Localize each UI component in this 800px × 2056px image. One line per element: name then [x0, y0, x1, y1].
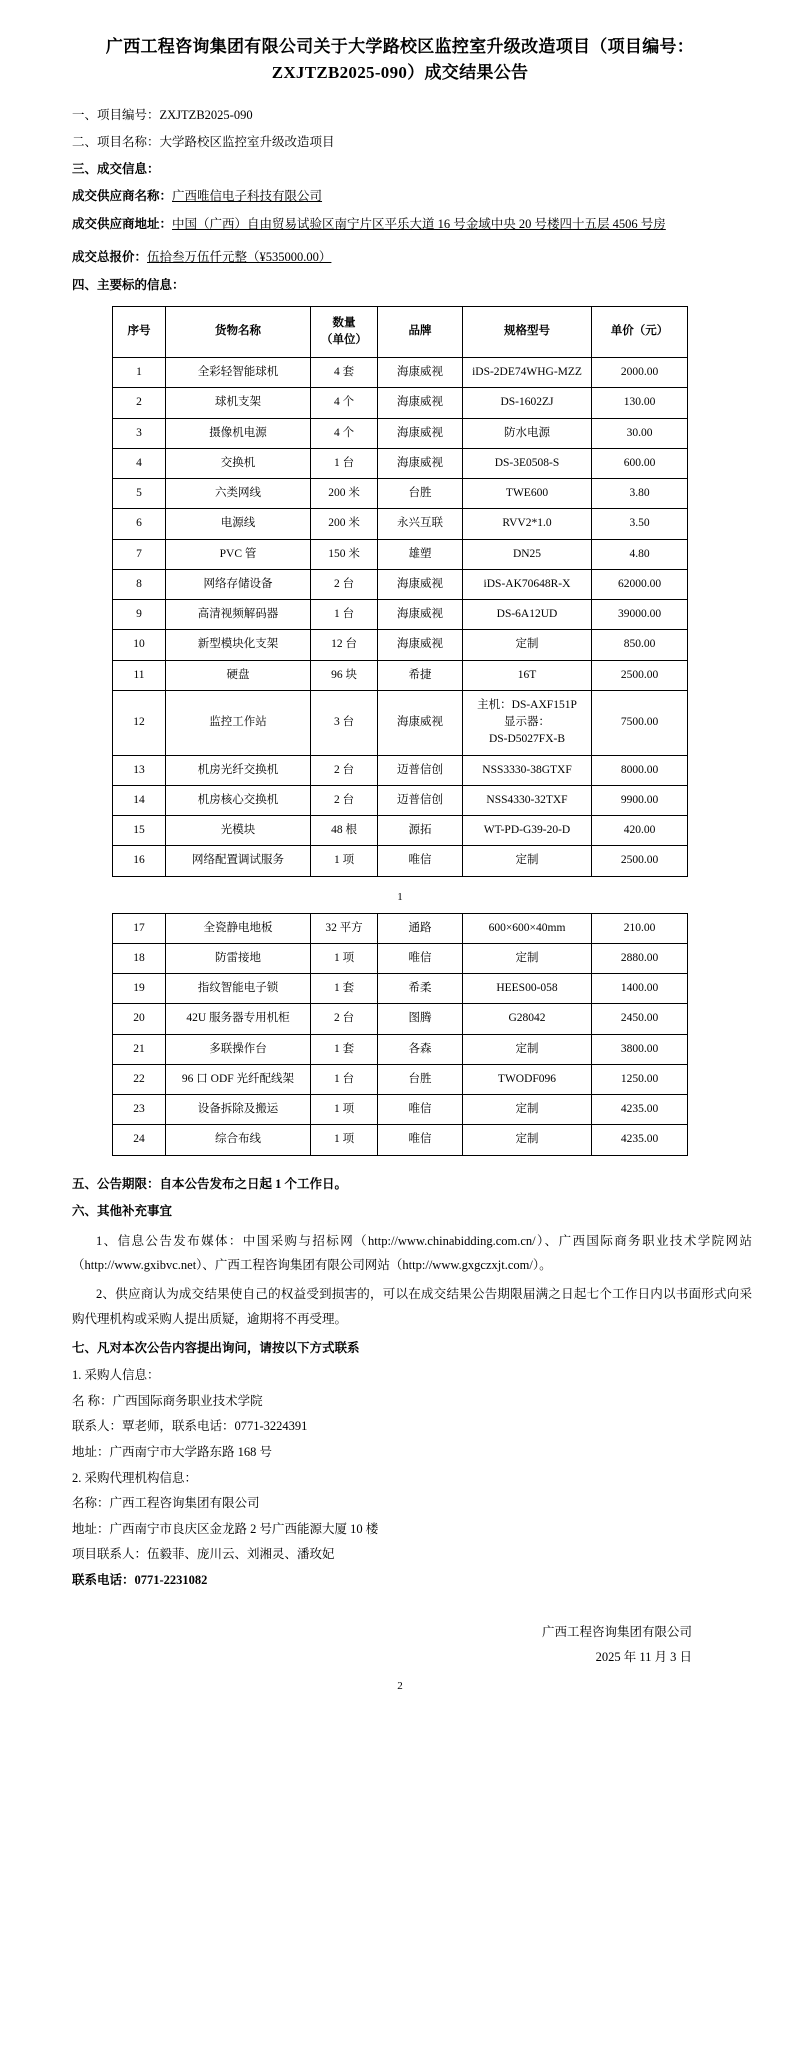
- table-cell: TWODF096: [463, 1064, 592, 1094]
- signature-company: 广西工程咨询集团有限公司: [541, 1624, 692, 1639]
- table-row: [113, 539, 688, 569]
- table-cell: 21: [113, 1034, 166, 1064]
- table-row: [113, 479, 688, 509]
- table-row: [113, 1125, 688, 1155]
- project-number-label: 一、项目编号：: [72, 107, 160, 122]
- table-cell: 全彩轻智能球机: [166, 358, 311, 388]
- table-cell: 球机支架: [166, 388, 311, 418]
- table-cell: 19: [113, 974, 166, 1004]
- table-cell: 机房核心交换机: [166, 785, 311, 815]
- table-cell: 15: [113, 816, 166, 846]
- supplier-name-value: 广西唯信电子科技有限公司: [172, 189, 323, 204]
- table-cell: 200 米: [311, 479, 378, 509]
- table-cell: 定制: [463, 846, 592, 876]
- table-row: [113, 448, 688, 478]
- table-cell: 24: [113, 1125, 166, 1155]
- other-matters-heading: 六、其他补充事宜: [72, 1203, 173, 1218]
- table-cell: 监控工作站: [166, 690, 311, 755]
- table-row: [113, 569, 688, 599]
- table-cell: 1400.00: [592, 974, 688, 1004]
- table-cell: 指纹智能电子锁: [166, 974, 311, 1004]
- total-price-value: 伍拾叁万伍仟元整（¥535000.00）: [147, 250, 332, 265]
- supplier-address-line: [48, 212, 752, 236]
- table-cell: 420.00: [592, 816, 688, 846]
- table-cell: 39000.00: [592, 600, 688, 630]
- table-cell: 主机：DS-AXF151P 显示器： DS-D5027FX-B: [463, 690, 592, 755]
- table-cell: 7: [113, 539, 166, 569]
- agent-name: 名称：广西工程咨询集团有限公司: [72, 1496, 260, 1511]
- table-row: [113, 1095, 688, 1125]
- table-cell: 各森: [378, 1034, 463, 1064]
- table-cell: 海康威视: [378, 418, 463, 448]
- table-cell: 2500.00: [592, 660, 688, 690]
- table-cell: PVC 管: [166, 539, 311, 569]
- table-cell: 六类网线: [166, 479, 311, 509]
- table-cell: 2000.00: [592, 358, 688, 388]
- table-row: [113, 913, 688, 943]
- table-cell: 13: [113, 755, 166, 785]
- table-cell: 1 台: [311, 448, 378, 478]
- th-quantity: [311, 306, 378, 358]
- table-cell: 迈普信创: [378, 785, 463, 815]
- agent-info-heading: 2. 采购代理机构信息：: [72, 1470, 198, 1485]
- table-row: [113, 974, 688, 1004]
- table-cell: 海康威视: [378, 600, 463, 630]
- table-row: [113, 785, 688, 815]
- table-cell: 12 台: [311, 630, 378, 660]
- table-cell: 高清视频解码器: [166, 600, 311, 630]
- table-row: [113, 755, 688, 785]
- table-cell: TWE600: [463, 479, 592, 509]
- table-cell: 4235.00: [592, 1125, 688, 1155]
- table-cell: 2450.00: [592, 1004, 688, 1034]
- supplier-name-label: 成交供应商名称：: [72, 189, 173, 204]
- table-cell: 机房光纤交换机: [166, 755, 311, 785]
- table-cell: 17: [113, 913, 166, 943]
- th-quantity-line1: 数量: [332, 316, 356, 329]
- table-cell: 2880.00: [592, 943, 688, 973]
- table-cell: 8000.00: [592, 755, 688, 785]
- table-cell: 希柔: [378, 974, 463, 1004]
- table-cell: 防水电源: [463, 418, 592, 448]
- goods-table-page2: [112, 913, 688, 1156]
- table-cell: 光模块: [166, 816, 311, 846]
- table-cell: 源拓: [378, 816, 463, 846]
- main-items-heading: 四、主要标的信息：: [72, 277, 185, 292]
- table-cell: DS-3E0508-S: [463, 448, 592, 478]
- table-cell: 唯信: [378, 943, 463, 973]
- table-cell: 10: [113, 630, 166, 660]
- table-cell: 96 块: [311, 660, 378, 690]
- table-cell: 1 项: [311, 1095, 378, 1125]
- total-price-label: 成交总报价：: [72, 250, 148, 265]
- table-cell: 台胜: [378, 479, 463, 509]
- table-cell: 2 台: [311, 785, 378, 815]
- table-cell: RVV2*1.0: [463, 509, 592, 539]
- buyer-address: 地址：广西南宁市大学路东路 168 号: [72, 1444, 273, 1459]
- table-cell: 定制: [463, 1034, 592, 1064]
- page-number-2: 2: [397, 1679, 403, 1692]
- table-cell: 42U 服务器专用机柜: [166, 1004, 311, 1034]
- table-cell: 希捷: [378, 660, 463, 690]
- table-cell: 3.80: [592, 479, 688, 509]
- table-cell: iDS-AK70648R-X: [463, 569, 592, 599]
- table-cell: 2500.00: [592, 846, 688, 876]
- table-row: [113, 690, 688, 755]
- award-info-heading: 三、成交信息：: [72, 162, 160, 177]
- table-cell: 海康威视: [378, 630, 463, 660]
- table-row: [113, 358, 688, 388]
- table-cell: 23: [113, 1095, 166, 1125]
- table-cell: 600×600×40mm: [463, 913, 592, 943]
- table-cell: 8: [113, 569, 166, 599]
- table-cell: 永兴互联: [378, 509, 463, 539]
- table-cell: 850.00: [592, 630, 688, 660]
- supplier-address-value: 中国（广西）自由贸易试验区南宁片区平乐大道 16 号金域中央 20 号楼四十五层 4506 号房: [172, 216, 666, 231]
- table-cell: DS-1602ZJ: [463, 388, 592, 418]
- table-cell: 200 米: [311, 509, 378, 539]
- table-cell: 多联操作台: [166, 1034, 311, 1064]
- signature-block: [48, 1620, 752, 1670]
- table-cell: iDS-2DE74WHG-MZZ: [463, 358, 592, 388]
- table-cell: HEES00-058: [463, 974, 592, 1004]
- table-cell: 18: [113, 943, 166, 973]
- table-cell: 600.00: [592, 448, 688, 478]
- table-cell: 9: [113, 600, 166, 630]
- table-cell: 16T: [463, 660, 592, 690]
- table-cell: 1250.00: [592, 1064, 688, 1094]
- table-cell: 1 台: [311, 1064, 378, 1094]
- table-cell: 16: [113, 846, 166, 876]
- table-cell: WT-PD-G39-20-D: [463, 816, 592, 846]
- table-cell: 30.00: [592, 418, 688, 448]
- table-cell: 20: [113, 1004, 166, 1034]
- table-cell: 综合布线: [166, 1125, 311, 1155]
- table-cell: 图腾: [378, 1004, 463, 1034]
- table-cell: 定制: [463, 630, 592, 660]
- goods-table-page1: [112, 306, 688, 877]
- table-cell: 4: [113, 448, 166, 478]
- table-cell: 14: [113, 785, 166, 815]
- table-row: [113, 388, 688, 418]
- table-row: [113, 943, 688, 973]
- table-cell: 3800.00: [592, 1034, 688, 1064]
- table-row: [113, 600, 688, 630]
- table-cell: 新型模块化支架: [166, 630, 311, 660]
- project-name-line: [48, 130, 752, 154]
- table-row: [113, 846, 688, 876]
- table-cell: 摄像机电源: [166, 418, 311, 448]
- project-number-line: [48, 103, 752, 127]
- table-cell: 32 平方: [311, 913, 378, 943]
- buyer-name: 名 称：广西国际商务职业技术学院: [72, 1393, 263, 1408]
- table-cell: 防雷接地: [166, 943, 311, 973]
- table-cell: 海康威视: [378, 448, 463, 478]
- table-cell: 电源线: [166, 509, 311, 539]
- table-cell: 210.00: [592, 913, 688, 943]
- table-row: [113, 816, 688, 846]
- table-row: [113, 1004, 688, 1034]
- buyer-contact-person: 联系人：覃老师，联系电话：0771-3224391: [72, 1419, 308, 1434]
- table-cell: 海康威视: [378, 569, 463, 599]
- agent-contact-person: 项目联系人：伍毅菲、庞川云、刘湘灵、潘玫妃: [72, 1547, 335, 1562]
- table-cell: 7500.00: [592, 690, 688, 755]
- table-cell: 2: [113, 388, 166, 418]
- table-cell: 网络存储设备: [166, 569, 311, 599]
- table-cell: 1 台: [311, 600, 378, 630]
- th-unit-price: 单价（元）: [592, 306, 688, 358]
- table-cell: 雄塑: [378, 539, 463, 569]
- project-number-value: ZXJTZB2025-090: [159, 107, 253, 122]
- total-price-line: [48, 245, 752, 269]
- table-cell: 150 米: [311, 539, 378, 569]
- table-cell: 1: [113, 358, 166, 388]
- table-cell: 9900.00: [592, 785, 688, 815]
- table-cell: DN25: [463, 539, 592, 569]
- table-cell: 12: [113, 690, 166, 755]
- buyer-info-heading: 1. 采购人信息：: [72, 1368, 160, 1383]
- other-matters-para-1: 1、信息公告发布媒体：中国采购与招标网（http://www.chinabidding.com.cn/）、广西国际商务职业技术学院网站（http://www.gxibvc.net）、广西工程咨询集团有限公司网站（http://www.gxgczxjt.com/）。: [72, 1233, 752, 1272]
- table-cell: 3.50: [592, 509, 688, 539]
- table-cell: 48 根: [311, 816, 378, 846]
- table-cell: NSS3330-38GTXF: [463, 755, 592, 785]
- table-row: [113, 418, 688, 448]
- table-cell: 1 项: [311, 846, 378, 876]
- table-row: [113, 660, 688, 690]
- contact-heading: 七、凡对本次公告内容提出询问，请按以下方式联系: [72, 1341, 360, 1356]
- table-cell: 定制: [463, 1125, 592, 1155]
- agent-address: 地址：广西南宁市良庆区金龙路 2 号广西能源大厦 10 楼: [72, 1521, 379, 1536]
- table-cell: 2 台: [311, 1004, 378, 1034]
- table-cell: 2 台: [311, 569, 378, 599]
- table-cell: 2 台: [311, 755, 378, 785]
- page-number-1: 1: [397, 890, 403, 903]
- table-cell: 4 个: [311, 418, 378, 448]
- table-cell: 11: [113, 660, 166, 690]
- table-cell: NSS4330-32TXF: [463, 785, 592, 815]
- th-brand: 品牌: [378, 306, 463, 358]
- supplier-address-label: 成交供应商地址：: [72, 216, 173, 231]
- table-cell: 海康威视: [378, 388, 463, 418]
- table-cell: 唯信: [378, 846, 463, 876]
- th-goods-name: 货物名称: [166, 306, 311, 358]
- table-cell: 1 套: [311, 1034, 378, 1064]
- table-cell: DS-6A12UD: [463, 600, 592, 630]
- th-quantity-line2: （单位）: [321, 333, 367, 346]
- table-cell: 唯信: [378, 1095, 463, 1125]
- table-cell: G28042: [463, 1004, 592, 1034]
- table-cell: 迈普信创: [378, 755, 463, 785]
- table-cell: 设备拆除及搬运: [166, 1095, 311, 1125]
- project-name-value: 大学路校区监控室升级改造项目: [159, 135, 335, 150]
- agent-phone: 联系电话：0771-2231082: [72, 1573, 208, 1588]
- table-cell: 1 项: [311, 1125, 378, 1155]
- table-cell: 4.80: [592, 539, 688, 569]
- table-cell: 3: [113, 418, 166, 448]
- table-cell: 交换机: [166, 448, 311, 478]
- other-matters-para-2: 2、供应商认为成交结果使自己的权益受到损害的，可以在成交结果公告期限届满之日起七个工作日内以书面形式向采购代理机构或采购人提出质疑，逾期将不再受理。: [72, 1287, 752, 1326]
- signature-date: 2025 年 11 月 3 日: [595, 1649, 692, 1664]
- table-cell: 1 套: [311, 974, 378, 1004]
- table-cell: 海康威视: [378, 358, 463, 388]
- table-cell: 1 项: [311, 943, 378, 973]
- table-cell: 全瓷静电地板: [166, 913, 311, 943]
- table-cell: 网络配置调试服务: [166, 846, 311, 876]
- table-cell: 硬盘: [166, 660, 311, 690]
- table-cell: 3 台: [311, 690, 378, 755]
- table-cell: 96 口 ODF 光纤配线架: [166, 1064, 311, 1094]
- table-cell: 海康威视: [378, 690, 463, 755]
- table-cell: 唯信: [378, 1125, 463, 1155]
- supplier-name-line: [48, 184, 752, 208]
- table-cell: 4 个: [311, 388, 378, 418]
- th-index: 序号: [113, 306, 166, 358]
- notice-period-heading: 五、公告期限：自本公告发布之日起 1 个工作日。: [72, 1176, 348, 1191]
- table-cell: 62000.00: [592, 569, 688, 599]
- page-title: 广西工程咨询集团有限公司关于大学路校区监控室升级改造项目（项目编号：ZXJTZB2025-090）成交结果公告: [105, 37, 695, 83]
- table-cell: 4235.00: [592, 1095, 688, 1125]
- table-cell: 定制: [463, 1095, 592, 1125]
- table-cell: 通路: [378, 913, 463, 943]
- table-cell: 6: [113, 509, 166, 539]
- table-cell: 5: [113, 479, 166, 509]
- table-row: [113, 509, 688, 539]
- table-cell: 4 套: [311, 358, 378, 388]
- table-cell: 台胜: [378, 1064, 463, 1094]
- th-model: 规格型号: [463, 306, 592, 358]
- table-cell: 22: [113, 1064, 166, 1094]
- table-header-row: [113, 306, 688, 358]
- table-cell: 130.00: [592, 388, 688, 418]
- table-row: [113, 1064, 688, 1094]
- table-cell: 定制: [463, 943, 592, 973]
- table-row: [113, 630, 688, 660]
- table-row: [113, 1034, 688, 1064]
- project-name-label: 二、项目名称：: [72, 135, 160, 150]
